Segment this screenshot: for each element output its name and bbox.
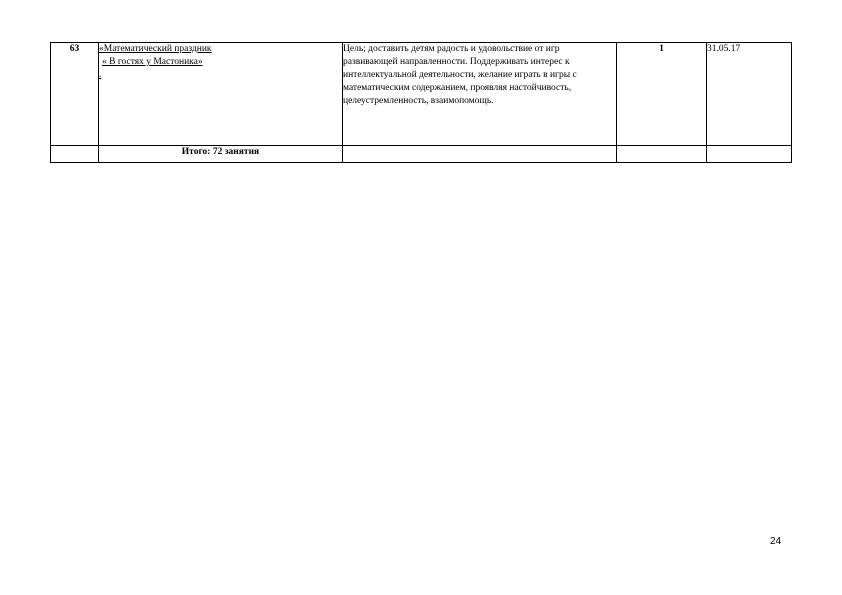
lesson-plan-table xyxy=(50,42,792,163)
lesson-topic-line-2: « В гостях у Мастоника» xyxy=(102,57,203,67)
lesson-date-cell xyxy=(707,43,792,146)
lesson-count-cell xyxy=(617,43,707,146)
table-row-total xyxy=(51,146,792,163)
lesson-date: 31.05.17 xyxy=(707,44,741,54)
total-label-cell xyxy=(99,146,343,163)
total-empty-cell xyxy=(707,146,792,163)
lesson-topic-cell xyxy=(99,43,343,146)
table-row-lesson xyxy=(51,43,792,146)
total-empty-cell xyxy=(51,146,99,163)
lesson-goal-cell xyxy=(343,43,617,146)
page-number: 24 xyxy=(770,536,782,547)
lesson-number: 63 xyxy=(69,44,80,54)
lesson-count: 1 xyxy=(659,44,664,54)
total-label: Итого: 72 занятия xyxy=(181,147,260,157)
lesson-number-cell xyxy=(51,43,99,146)
lesson-topic-line-1: «Математический праздник xyxy=(99,44,212,54)
total-empty-cell xyxy=(343,146,617,163)
lesson-goal-text: Цель; доставить детям радость и удовольствие от игр развивающей направленности. Поддерживать интерес к интеллектуальной деятельности, желание играть в игры с математическим содержанием, проявляя настойчивость, целеустремленность, взаимопомощь. xyxy=(343,44,577,106)
lesson-topic-line-3: . xyxy=(99,70,102,80)
total-empty-cell xyxy=(617,146,707,163)
